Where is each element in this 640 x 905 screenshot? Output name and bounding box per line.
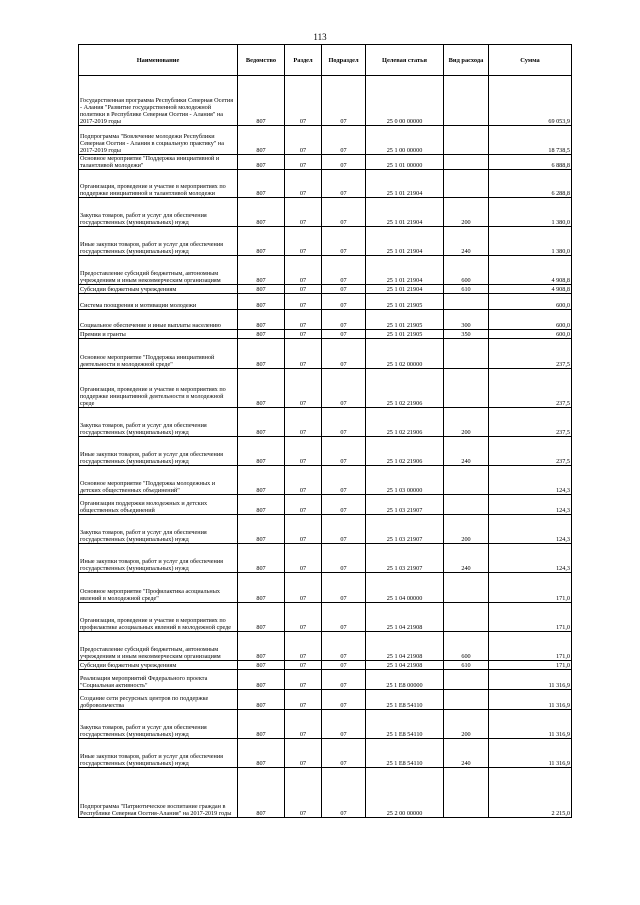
cell-department: 807 (238, 544, 285, 573)
cell-amount: 171,0 (489, 661, 572, 670)
cell-section: 07 (285, 408, 322, 437)
cell-department: 807 (238, 198, 285, 227)
cell-department: 807 (238, 155, 285, 170)
cell-name: Организация поддержки молодежных и детских общественных объединений (79, 495, 238, 515)
table-row (79, 544, 572, 573)
cell-section: 07 (285, 466, 322, 495)
cell-target-article: 25 1 03 21907 (366, 544, 444, 573)
cell-section: 07 (285, 126, 322, 155)
cell-amount: 600,0 (489, 310, 572, 330)
cell-target-article: 25 1 01 21904 (366, 227, 444, 256)
cell-subsection: 07 (322, 690, 366, 710)
table-row (79, 339, 572, 369)
cell-name: Организация, проведение и участие в мероприятиях по поддержке инициативной и талантливой молодежи (79, 170, 238, 198)
cell-name: Основное мероприятие "Поддержка молодежных и детских общественных объединений" (79, 466, 238, 495)
cell-amount: 124,3 (489, 515, 572, 544)
cell-department: 807 (238, 369, 285, 408)
cell-section: 07 (285, 76, 322, 126)
cell-name: Система поощрения и мотивации молодежи (79, 294, 238, 310)
table-row (79, 515, 572, 544)
cell-subsection: 07 (322, 330, 366, 339)
cell-subsection: 07 (322, 603, 366, 632)
cell-department: 807 (238, 515, 285, 544)
table-row (79, 632, 572, 661)
cell-name: Основное мероприятие "Профилактика асоциальных явлений в молодежной среде" (79, 573, 238, 603)
cell-name: Создание сети ресурсных центров по поддержке добровольчества (79, 690, 238, 710)
table-row (79, 310, 572, 330)
table-row (79, 437, 572, 466)
cell-expense-type (444, 339, 489, 369)
cell-amount: 237,5 (489, 369, 572, 408)
cell-name: Иные закупки товаров, работ и услуг для обеспечения государственных (муниципальных) нужд (79, 227, 238, 256)
cell-section: 07 (285, 670, 322, 690)
cell-name: Премии и гранты (79, 330, 238, 339)
cell-amount: 124,3 (489, 466, 572, 495)
cell-section: 07 (285, 690, 322, 710)
cell-department: 807 (238, 603, 285, 632)
table-row (79, 76, 572, 126)
cell-name: Организация, проведение и участие в мероприятиях по профилактике асоциальных явлений в молодежной среде (79, 603, 238, 632)
cell-department: 807 (238, 739, 285, 768)
cell-subsection: 07 (322, 632, 366, 661)
cell-section: 07 (285, 544, 322, 573)
table-row (79, 227, 572, 256)
cell-name: Закупка товаров, работ и услуг для обеспечения государственных (муниципальных) нужд (79, 515, 238, 544)
table-row (79, 466, 572, 495)
table-row (79, 408, 572, 437)
cell-section: 07 (285, 294, 322, 310)
cell-subsection: 07 (322, 310, 366, 330)
cell-amount: 69 053,9 (489, 76, 572, 126)
cell-target-article: 25 1 02 21906 (366, 437, 444, 466)
cell-department: 807 (238, 690, 285, 710)
cell-expense-type: 240 (444, 544, 489, 573)
table-row (79, 256, 572, 285)
cell-department: 807 (238, 339, 285, 369)
cell-section: 07 (285, 661, 322, 670)
cell-section: 07 (285, 739, 322, 768)
cell-subsection: 07 (322, 544, 366, 573)
cell-expense-type: 240 (444, 437, 489, 466)
cell-department: 807 (238, 294, 285, 310)
table-row (79, 739, 572, 768)
cell-amount: 237,5 (489, 408, 572, 437)
cell-subsection: 07 (322, 408, 366, 437)
cell-expense-type: 600 (444, 256, 489, 285)
cell-expense-type (444, 466, 489, 495)
cell-target-article: 25 1 E8 54110 (366, 710, 444, 739)
table-row (79, 710, 572, 739)
cell-target-article: 25 1 02 00000 (366, 339, 444, 369)
cell-name: Закупка товаров, работ и услуг для обеспечения государственных (муниципальных) нужд (79, 710, 238, 739)
cell-expense-type: 240 (444, 227, 489, 256)
page-number: 113 (313, 32, 327, 42)
cell-expense-type (444, 573, 489, 603)
cell-subsection: 07 (322, 768, 366, 818)
cell-subsection: 07 (322, 661, 366, 670)
cell-subsection: 07 (322, 285, 366, 294)
cell-expense-type: 350 (444, 330, 489, 339)
cell-subsection: 07 (322, 294, 366, 310)
cell-section: 07 (285, 573, 322, 603)
cell-target-article: 25 1 02 21906 (366, 369, 444, 408)
cell-expense-type (444, 294, 489, 310)
cell-section: 07 (285, 339, 322, 369)
cell-amount: 1 380,0 (489, 227, 572, 256)
cell-target-article: 25 1 01 21905 (366, 294, 444, 310)
cell-amount: 1 380,0 (489, 198, 572, 227)
cell-section: 07 (285, 710, 322, 739)
table-row (79, 285, 572, 294)
table-row (79, 294, 572, 310)
cell-target-article: 25 1 02 21906 (366, 408, 444, 437)
cell-section: 07 (285, 369, 322, 408)
cell-subsection: 07 (322, 710, 366, 739)
table-row (79, 369, 572, 408)
cell-name: Основное мероприятие "Поддержка инициативной и талантливой молодежи" (79, 155, 238, 170)
cell-amount: 171,0 (489, 573, 572, 603)
cell-amount: 2 215,0 (489, 768, 572, 818)
cell-target-article: 25 1 03 00000 (366, 466, 444, 495)
table-row (79, 768, 572, 818)
cell-subsection: 07 (322, 126, 366, 155)
cell-amount: 11 316,9 (489, 670, 572, 690)
cell-department: 807 (238, 227, 285, 256)
cell-name: Субсидии бюджетным учреждениям (79, 661, 238, 670)
cell-subsection: 07 (322, 339, 366, 369)
cell-expense-type (444, 670, 489, 690)
cell-amount: 4 908,8 (489, 256, 572, 285)
table-row (79, 155, 572, 170)
cell-department: 807 (238, 285, 285, 294)
cell-amount: 4 908,8 (489, 285, 572, 294)
cell-section: 07 (285, 198, 322, 227)
cell-target-article: 25 1 03 21907 (366, 495, 444, 515)
cell-target-article: 25 2 00 00000 (366, 768, 444, 818)
cell-target-article: 25 1 04 21908 (366, 632, 444, 661)
cell-department: 807 (238, 310, 285, 330)
cell-department: 807 (238, 170, 285, 198)
cell-department: 807 (238, 661, 285, 670)
cell-amount: 600,0 (489, 330, 572, 339)
cell-target-article: 25 1 01 21904 (366, 198, 444, 227)
cell-department: 807 (238, 466, 285, 495)
cell-name: Основное мероприятие "Поддержка инициативной деятельности в молодежной среде" (79, 339, 238, 369)
cell-target-article: 25 1 04 21908 (366, 661, 444, 670)
cell-target-article: 25 1 E8 54110 (366, 739, 444, 768)
cell-name: Социальное обеспечение и иные выплаты населению (79, 310, 238, 330)
cell-subsection: 07 (322, 437, 366, 466)
cell-department: 807 (238, 768, 285, 818)
cell-expense-type (444, 690, 489, 710)
table-header-row (79, 45, 572, 76)
cell-department: 807 (238, 408, 285, 437)
cell-section: 07 (285, 632, 322, 661)
cell-expense-type: 200 (444, 710, 489, 739)
cell-subsection: 07 (322, 739, 366, 768)
cell-subsection: 07 (322, 515, 366, 544)
table-body (79, 76, 572, 818)
cell-target-article: 25 1 E8 00000 (366, 670, 444, 690)
cell-amount: 237,5 (489, 437, 572, 466)
cell-subsection: 07 (322, 227, 366, 256)
table-row (79, 126, 572, 155)
cell-section: 07 (285, 603, 322, 632)
cell-name: Субсидии бюджетным учреждениям (79, 285, 238, 294)
cell-department: 807 (238, 495, 285, 515)
cell-department: 807 (238, 670, 285, 690)
cell-amount: 6 288,8 (489, 170, 572, 198)
cell-name: Подпрограмма "Патриотическое воспитание граждан в Республике Северная Осетия-Алания" на 2017-2019 годы (79, 768, 238, 818)
cell-name: Государственная программа Республики Северная Осетия - Алания "Развитие государственной молодежной политики в Республике Северная Осетия - Алания" на 2017-2019 годы (79, 76, 238, 126)
cell-expense-type: 200 (444, 408, 489, 437)
header-subsection: Подраздел (322, 45, 366, 76)
cell-expense-type: 610 (444, 661, 489, 670)
cell-subsection: 07 (322, 369, 366, 408)
cell-expense-type (444, 170, 489, 198)
cell-department: 807 (238, 126, 285, 155)
table-row (79, 670, 572, 690)
cell-amount: 11 316,9 (489, 739, 572, 768)
cell-expense-type (444, 76, 489, 126)
cell-expense-type: 610 (444, 285, 489, 294)
cell-amount: 171,0 (489, 632, 572, 661)
cell-section: 07 (285, 330, 322, 339)
budget-table (78, 44, 572, 818)
cell-subsection: 07 (322, 170, 366, 198)
cell-amount: 171,0 (489, 603, 572, 632)
cell-amount: 18 738,5 (489, 126, 572, 155)
cell-amount: 11 316,9 (489, 690, 572, 710)
cell-expense-type (444, 369, 489, 408)
cell-name: Закупка товаров, работ и услуг для обеспечения государственных (муниципальных) нужд (79, 408, 238, 437)
cell-section: 07 (285, 256, 322, 285)
cell-expense-type (444, 603, 489, 632)
cell-subsection: 07 (322, 670, 366, 690)
cell-amount: 124,3 (489, 495, 572, 515)
cell-name: Подпрограмма "Вовлечение молодежи Республики Северная Осетия - Алания в социальную практику" на 2017-2019 годы (79, 126, 238, 155)
table-row (79, 603, 572, 632)
cell-expense-type (444, 155, 489, 170)
cell-target-article: 25 1 01 21905 (366, 330, 444, 339)
cell-department: 807 (238, 330, 285, 339)
cell-section: 07 (285, 285, 322, 294)
cell-department: 807 (238, 437, 285, 466)
cell-section: 07 (285, 227, 322, 256)
cell-section: 07 (285, 768, 322, 818)
cell-target-article: 25 1 04 00000 (366, 573, 444, 603)
cell-name: Предоставление субсидий бюджетным, автономным учреждениям и иным некоммерческим организациям (79, 632, 238, 661)
cell-expense-type (444, 768, 489, 818)
cell-section: 07 (285, 437, 322, 466)
cell-subsection: 07 (322, 256, 366, 285)
cell-department: 807 (238, 632, 285, 661)
table-row (79, 330, 572, 339)
cell-amount: 600,0 (489, 294, 572, 310)
header-department: Ведомство (238, 45, 285, 76)
cell-subsection: 07 (322, 76, 366, 126)
cell-name: Предоставление субсидий бюджетным, автономным учреждениям и иным некоммерческим организациям (79, 256, 238, 285)
cell-amount: 11 316,9 (489, 710, 572, 739)
table-row (79, 198, 572, 227)
cell-name: Реализация мероприятий Федерального проекта "Социальная активность" (79, 670, 238, 690)
cell-department: 807 (238, 573, 285, 603)
cell-amount: 237,5 (489, 339, 572, 369)
cell-name: Иные закупки товаров, работ и услуг для обеспечения государственных (муниципальных) нужд (79, 544, 238, 573)
cell-expense-type: 200 (444, 198, 489, 227)
cell-amount: 6 888,8 (489, 155, 572, 170)
cell-expense-type (444, 126, 489, 155)
table-row (79, 573, 572, 603)
header-amount: Сумма (489, 45, 572, 76)
cell-target-article: 25 1 01 21904 (366, 256, 444, 285)
table-row (79, 170, 572, 198)
cell-subsection: 07 (322, 573, 366, 603)
cell-department: 807 (238, 76, 285, 126)
cell-section: 07 (285, 155, 322, 170)
cell-section: 07 (285, 310, 322, 330)
cell-target-article: 25 1 01 21904 (366, 170, 444, 198)
cell-subsection: 07 (322, 466, 366, 495)
table-row (79, 495, 572, 515)
cell-section: 07 (285, 515, 322, 544)
header-section: Раздел (285, 45, 322, 76)
cell-expense-type (444, 495, 489, 515)
cell-expense-type: 300 (444, 310, 489, 330)
cell-target-article: 25 1 01 00000 (366, 155, 444, 170)
cell-section: 07 (285, 170, 322, 198)
cell-department: 807 (238, 710, 285, 739)
cell-target-article: 25 1 01 21904 (366, 285, 444, 294)
cell-target-article: 25 1 E8 54110 (366, 690, 444, 710)
table-row (79, 690, 572, 710)
cell-department: 807 (238, 256, 285, 285)
cell-expense-type: 600 (444, 632, 489, 661)
cell-name: Закупка товаров, работ и услуг для обеспечения государственных (муниципальных) нужд (79, 198, 238, 227)
cell-target-article: 25 0 00 00000 (366, 76, 444, 126)
cell-subsection: 07 (322, 155, 366, 170)
cell-subsection: 07 (322, 198, 366, 227)
cell-target-article: 25 1 01 21905 (366, 310, 444, 330)
cell-expense-type: 240 (444, 739, 489, 768)
header-expense-type: Вид расхода (444, 45, 489, 76)
cell-target-article: 25 1 00 00000 (366, 126, 444, 155)
header-target-article: Целевая статья (366, 45, 444, 76)
cell-target-article: 25 1 03 21907 (366, 515, 444, 544)
cell-amount: 124,3 (489, 544, 572, 573)
header-name: Наименование (79, 45, 238, 76)
cell-target-article: 25 1 04 21908 (366, 603, 444, 632)
table-row (79, 661, 572, 670)
cell-subsection: 07 (322, 495, 366, 515)
cell-expense-type: 200 (444, 515, 489, 544)
cell-name: Иные закупки товаров, работ и услуг для обеспечения государственных (муниципальных) нужд (79, 739, 238, 768)
cell-name: Иные закупки товаров, работ и услуг для обеспечения государственных (муниципальных) нужд (79, 437, 238, 466)
cell-section: 07 (285, 495, 322, 515)
cell-name: Организация, проведение и участие в мероприятиях по поддержке инициативной деятельности в молодежной среде (79, 369, 238, 408)
